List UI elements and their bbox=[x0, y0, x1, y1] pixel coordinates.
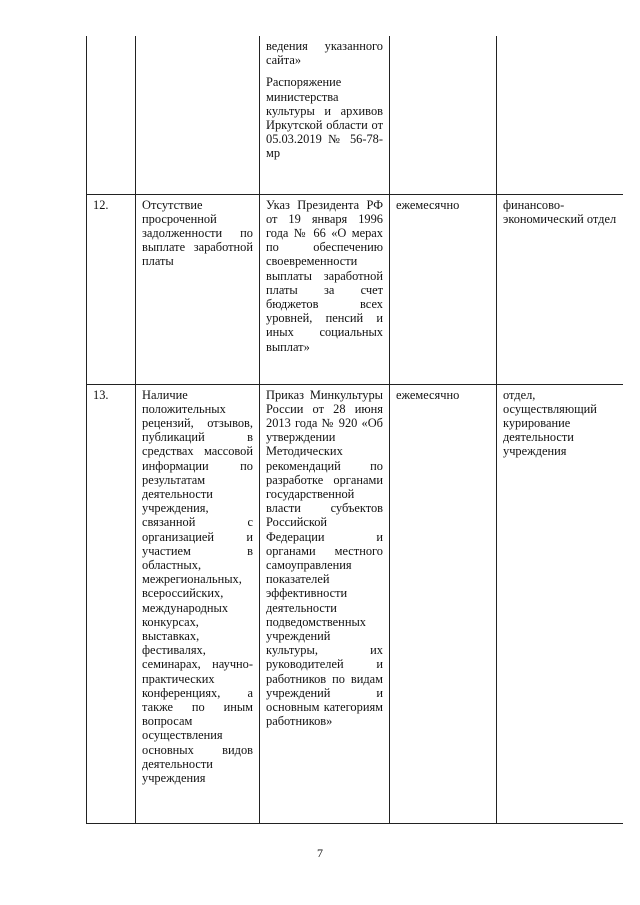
row-number-cell: 12. bbox=[87, 194, 136, 384]
indicator-cell: Наличие положительных рецензий, отзывов, публикаций в средствах массовой информации по результатам деятельности учреждения, связанной с организацией и участием в областных, межрегиональных, всероссийских, международных конкурсах, выставках, фестивалях, семинарах, научно-практических конференциях, а также по иным вопросам осуществления основных видов деятельности учреждения bbox=[136, 384, 260, 823]
legal-basis-paragraph: Указ Президента РФ от 19 января 1996 года № 66 «О мерах по обеспечению своевременности выплаты заработной платы за счет бюджетов всех уровней, пенсий и иных социальных выплат» bbox=[266, 197, 383, 354]
page-number: 7 bbox=[317, 846, 323, 860]
legal-basis-cell bbox=[260, 36, 390, 194]
legal-basis-paragraph: Распоряжение министерства культуры и архивов Иркутской области от 05.03.2019 № 56-78-мр bbox=[266, 75, 383, 161]
indicator-cell: Отсутствие просроченной задолженности по выплате заработной платы bbox=[136, 194, 260, 384]
table-row bbox=[87, 384, 623, 823]
table-row bbox=[87, 36, 623, 194]
legal-basis-paragraph: ведения указанного сайта» bbox=[266, 39, 383, 68]
frequency-cell: ежемесячно bbox=[390, 194, 497, 384]
indicator-cell bbox=[136, 36, 260, 194]
row-number-cell bbox=[87, 36, 136, 194]
legal-basis-cell bbox=[260, 194, 390, 384]
criteria-table bbox=[86, 36, 623, 824]
table-row bbox=[87, 194, 623, 384]
legal-basis-paragraph: Приказ Минкультуры России от 28 июня 2013 года № 920 «Об утверждении Методических рекомендаций по разработке органами государственной власти субъектов Российской Федерации и органами местного самоуправления показателей эффективности деятельности подведомственных учреждений культуры, их руководителей и работников по видам учреждений и основным категориям работников» bbox=[266, 387, 383, 729]
frequency-cell bbox=[390, 36, 497, 194]
responsible-cell bbox=[497, 36, 623, 194]
row-number-cell: 13. bbox=[87, 384, 136, 823]
legal-basis-cell bbox=[260, 384, 390, 823]
responsible-cell: финансово-экономический отдел bbox=[497, 194, 623, 384]
frequency-cell: ежемесячно bbox=[390, 384, 497, 823]
responsible-cell: отдел, осуществляющий курирование деятельности учреждения bbox=[497, 384, 623, 823]
